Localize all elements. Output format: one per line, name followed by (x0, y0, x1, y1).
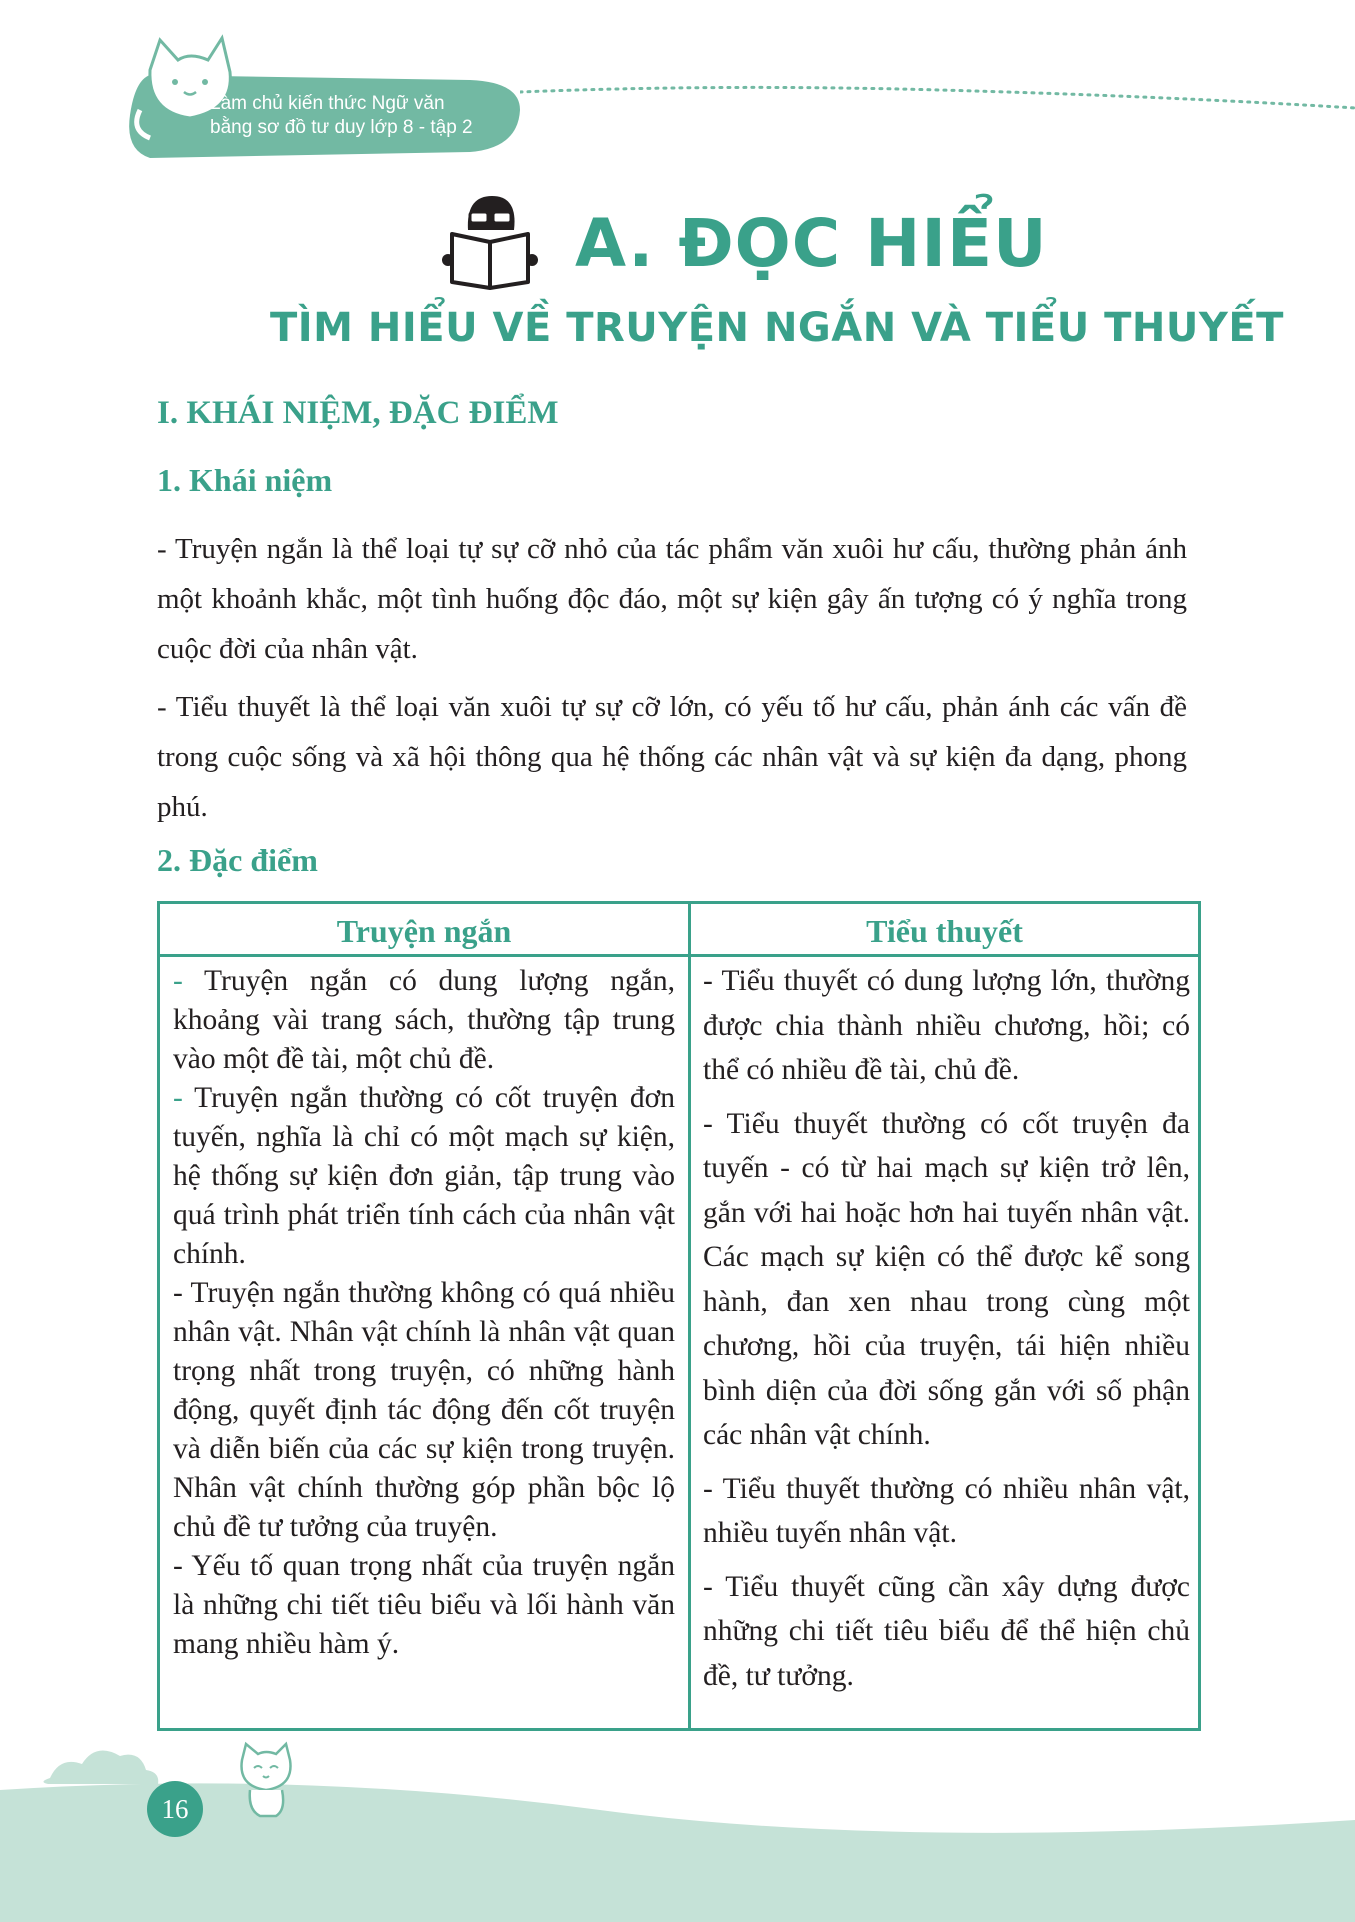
table-item: - Tiểu thuyết thường có cốt truyện đa tuyến - có từ hai mạch sự kiện trở lên, gắn với hai hoặc hơn hai tuyến nhân vật. Các mạch sự kiện có thể được kể song hành, đan xen nhau trong cùng một chương, hồi của truyện, tái hiện nhiều bình diện của đời sống gắn với số phận các nhân vật chính. (703, 1107, 1190, 1451)
features-heading: 2. Đặc điểm (157, 842, 318, 878)
table-item: - Truyện ngắn có dung lượng ngắn, khoảng vài trang sách, thường tập trung vào một đề tài, một chủ đề. (173, 965, 676, 1075)
book-series-line-2: bằng sơ đồ tư duy lớp 8 - tập 2 (210, 117, 473, 138)
table-item: - Tiểu thuyết cũng cần xây dựng được những chi tiết tiêu biểu để thể hiện chủ đề, tư tưởng. (703, 1570, 1190, 1692)
concept-paragraph-short-story: - Truyện ngắn là thể loại tự sự cỡ nhỏ của tác phẩm văn xuôi hư cấu, thường phản ánh một khoảnh khắc, một tình huống độc đáo, một sự kiện gây ấn tượng có ý nghĩa trong cuộc đời của nhân vật. (157, 533, 1187, 665)
table-item: - Truyện ngắn thường không có quá nhiều nhân vật. Nhân vật chính là nhân vật quan trọng nhất trong truyện, có những hành động, quyết định tác động đến cốt truyện và diễn biến của các sự kiện trong truyện. Nhân vật chính thường góp phần bộc lộ chủ đề tư tưởng của truyện. (173, 1277, 675, 1543)
topic-subtitle: TÌM HIỂU VỀ TRUYỆN NGẮN VÀ TIỂU THUYẾT (270, 305, 1284, 351)
novel-column (703, 959, 1190, 1707)
concept-heading: 1. Khái niệm (157, 462, 333, 498)
column-header-short-story: Truyện ngắn (336, 913, 512, 949)
table-item: - Yếu tố quan trọng nhất của truyện ngắn là những chi tiết tiêu biểu và lối hành văn mang nhiều hàm ý. (173, 1550, 675, 1660)
header-tab (0, 0, 540, 180)
bullet-dash: - (173, 965, 205, 997)
dotted-wave-decoration (520, 80, 1355, 120)
table-item: - Tiểu thuyết có dung lượng lớn, thường được chia thành nhiều chương, hồi; có thể có nhiều đề tài, chủ đề. (703, 965, 1190, 1086)
bullet-dash: - (173, 1550, 192, 1582)
page-number: 16 (147, 1781, 203, 1837)
header-divider (160, 954, 1198, 957)
table-item: - Truyện ngắn thường có cốt truyện đơn tuyến, nghĩa là chỉ có một mạch sự kiện, hệ thống sự kiện đơn giản, tập trung vào quá trình phát triển tính cách của nhân vật chính. (173, 1082, 675, 1270)
book-series-line-1: Làm chủ kiến thức Ngữ văn (210, 93, 445, 114)
book-series-title (210, 92, 520, 140)
concept-paragraph-novel: - Tiểu thuyết là thể loại văn xuôi tự sự cỡ lớn, có yếu tố hư cấu, phản ánh các vấn đề trong cuộc sống và xã hội thông qua hệ thống các nhân vật và sự kiện đa dạng, phong phú. (157, 691, 1187, 823)
part-heading: I. KHÁI NIỆM, ĐẶC ĐIỂM (157, 395, 559, 431)
bullet-dash: - (173, 1082, 195, 1114)
bullet-dash: - (173, 1277, 191, 1309)
footer-wave-decoration (0, 1740, 1355, 1922)
column-header-novel: Tiểu thuyết (866, 913, 1023, 949)
section-title: A. ĐỌC HIỂU (575, 205, 1048, 282)
short-story-column (173, 962, 675, 1664)
table-item: - Tiểu thuyết thường có nhiều nhân vật, nhiều tuyến nhân vật. (703, 1472, 1190, 1549)
column-divider (688, 904, 691, 1728)
reading-person-icon (440, 190, 540, 290)
comparison-table (157, 901, 1201, 1731)
